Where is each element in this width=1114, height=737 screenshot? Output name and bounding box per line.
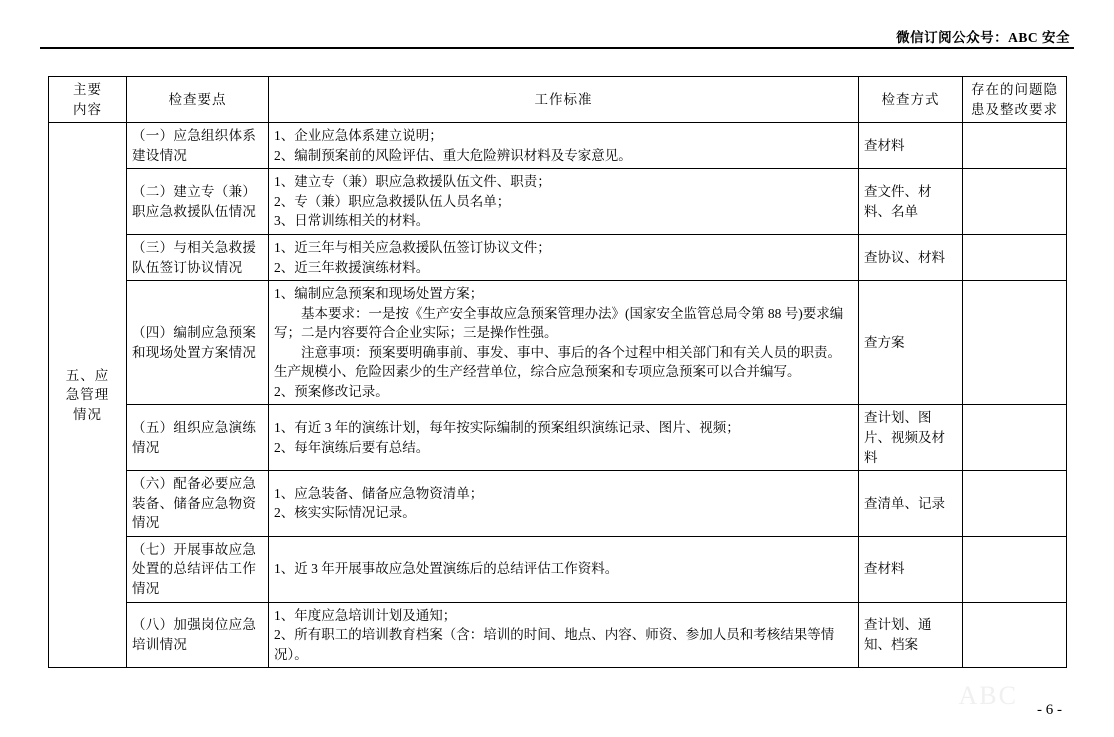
check-method-cell: 查文件、材料、名单 (859, 169, 963, 235)
work-standard-cell: 1、年度应急培训计划及通知； 2、所有职工的培训教育档案（含：培训的时间、地点、内容、师资、参加人员和考核结果等情况）。 (269, 602, 859, 668)
table-row (49, 405, 1067, 471)
check-point-cell: （一）应急组织体系建设情况 (127, 123, 269, 169)
table-row (49, 471, 1067, 537)
check-method-cell: 查材料 (859, 123, 963, 169)
check-point-cell: （三）与相关急救援队伍签订协议情况 (127, 234, 269, 280)
issue-cell[interactable] (963, 123, 1067, 169)
column-header-standard: 工作标准 (269, 77, 859, 123)
table-row (49, 169, 1067, 235)
issue-cell[interactable] (963, 602, 1067, 668)
check-point-cell: （六）配备必要应急装备、储备应急物资情况 (127, 471, 269, 537)
table-row (49, 602, 1067, 668)
check-method-cell: 查材料 (859, 536, 963, 602)
category-cell: 五、应 急管理 情况 (49, 123, 127, 668)
table-row (49, 536, 1067, 602)
issue-cell[interactable] (963, 536, 1067, 602)
check-point-cell: （八）加强岗位应急培训情况 (127, 602, 269, 668)
check-method-cell: 查计划、图片、视频及材料 (859, 405, 963, 471)
check-method-cell: 查清单、记录 (859, 471, 963, 537)
header-divider (40, 47, 1074, 49)
work-standard-cell: 1、建立专（兼）职应急救援队伍文件、职责； 2、专（兼）职应急救援队伍人员名单； 3、日常训练相关的材料。 (269, 169, 859, 235)
table-row (49, 123, 1067, 169)
table-row (49, 234, 1067, 280)
table-body (49, 123, 1067, 668)
watermark: ABC (958, 681, 1018, 710)
check-method-cell: 查计划、通知、档案 (859, 602, 963, 668)
column-header-point: 检查要点 (127, 77, 269, 123)
check-method-cell: 查方案 (859, 281, 963, 405)
work-standard-cell: 1、近 3 年开展事故应急处置演练后的总结评估工作资料。 (269, 536, 859, 602)
check-point-cell: （五）组织应急演练情况 (127, 405, 269, 471)
issue-cell[interactable] (963, 169, 1067, 235)
column-header-method: 检查方式 (859, 77, 963, 123)
page-header-text: 微信订阅公众号：ABC 安全 (896, 30, 1070, 45)
work-standard-cell: 1、应急装备、储备应急物资清单； 2、核实实际情况记录。 (269, 471, 859, 537)
column-header-issue: 存在的问题隐患及整改要求 (963, 77, 1067, 123)
work-standard-cell: 1、编制应急预案和现场处置方案； 基本要求：一是按《生产安全事故应急预案管理办法》(国家安全监管总局令第 88 号)要求编写；二是内容要符合企业实际；三是操作性强。 注意事项：预案要明确事前、事发、事中、事后的各个过程中相关部门和有关人员的职责。生产规模小、危险因素少的生产经营单位，综合应急预案和专项应急预案可以合并编写。 2、预案修改记录。 (269, 281, 859, 405)
table-header-row (49, 77, 1067, 123)
issue-cell[interactable] (963, 234, 1067, 280)
check-point-cell: （二）建立专（兼）职应急救援队伍情况 (127, 169, 269, 235)
work-standard-cell: 1、企业应急体系建立说明； 2、编制预案前的风险评估、重大危险辨识材料及专家意见。 (269, 123, 859, 169)
check-method-cell: 查协议、材料 (859, 234, 963, 280)
page-number: - 6 - (1037, 702, 1062, 718)
check-point-cell: （四）编制应急预案和现场处置方案情况 (127, 281, 269, 405)
work-standard-cell: 1、近三年与相关应急救援队伍签订协议文件； 2、近三年救援演练材料。 (269, 234, 859, 280)
inspection-table (48, 76, 1067, 668)
work-standard-cell: 1、有近 3 年的演练计划，每年按实际编制的预案组织演练记录、图片、视频； 2、每年演练后要有总结。 (269, 405, 859, 471)
issue-cell[interactable] (963, 281, 1067, 405)
table-row (49, 281, 1067, 405)
column-header-main: 主要 内容 (49, 77, 127, 123)
check-point-cell: （七）开展事故应急处置的总结评估工作情况 (127, 536, 269, 602)
issue-cell[interactable] (963, 471, 1067, 537)
issue-cell[interactable] (963, 405, 1067, 471)
